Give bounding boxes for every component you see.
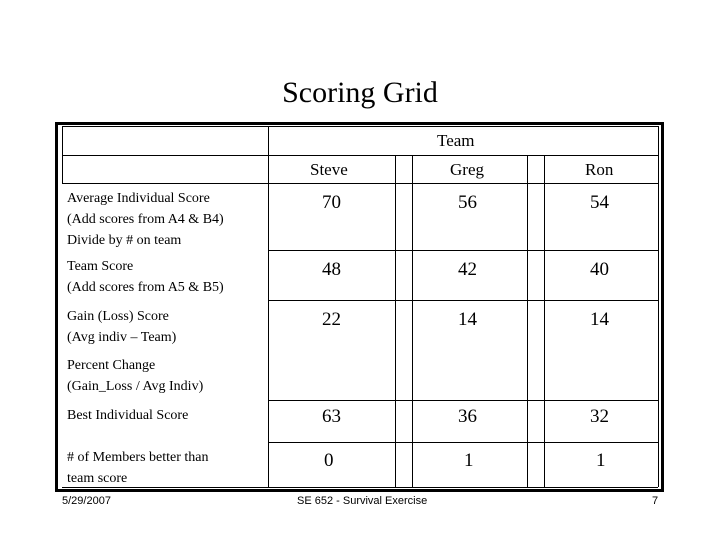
rule-row-4 <box>268 400 658 401</box>
cell-value: 40 <box>590 259 609 280</box>
rule-col-d <box>544 155 545 487</box>
rule-col-b <box>412 155 413 487</box>
cell-value: 32 <box>590 406 609 427</box>
rule-team <box>62 155 658 156</box>
row-label: Best Individual Score <box>67 408 189 423</box>
cell-value: 42 <box>458 259 477 280</box>
team-header: Team <box>437 131 475 150</box>
cell-value: 1 <box>464 450 474 471</box>
row-label: Gain (Loss) Score (Avg indiv – Team) <box>67 309 177 345</box>
footer-date: 5/29/2007 <box>62 495 111 507</box>
cell-value: 1 <box>596 450 606 471</box>
cell-value: 36 <box>458 406 477 427</box>
cell-value: 22 <box>322 309 341 330</box>
row-label: Team Score (Add scores from A5 & B5) <box>67 259 224 295</box>
row-label: Average Individual Score (Add scores from A4 & B4) Divide by # on team <box>67 191 224 248</box>
cell-value: 14 <box>590 309 609 330</box>
rule-col-right-inner <box>658 126 659 487</box>
rule-header-top <box>62 126 658 127</box>
cell-value: 54 <box>590 192 609 213</box>
cell-value: 56 <box>458 192 477 213</box>
rule-col-c <box>527 155 528 487</box>
rule-row-1 <box>268 250 658 251</box>
cell-value: 0 <box>324 450 334 471</box>
column-header-steve: Steve <box>310 160 348 179</box>
footer-course: SE 652 - Survival Exercise <box>297 495 428 507</box>
rule-names <box>62 183 658 184</box>
rule-col-left-inner <box>62 126 63 183</box>
cell-value: 63 <box>322 406 341 427</box>
cell-value: 48 <box>322 259 341 280</box>
column-header-greg: Greg <box>450 160 484 179</box>
cell-value: 70 <box>322 192 341 213</box>
rule-col-a <box>395 155 396 487</box>
cell-value: 14 <box>458 309 477 330</box>
footer-page-number: 7 <box>652 495 659 507</box>
row-label: # of Members better than team score <box>67 450 209 486</box>
rule-row-5 <box>268 442 658 443</box>
column-header-ron: Ron <box>585 160 614 179</box>
rule-row-2 <box>268 300 658 301</box>
row-label: Percent Change (Gain_Loss / Avg Indiv) <box>67 358 204 394</box>
rule-col-label <box>268 126 269 487</box>
slide-title: Scoring Grid <box>282 76 438 109</box>
